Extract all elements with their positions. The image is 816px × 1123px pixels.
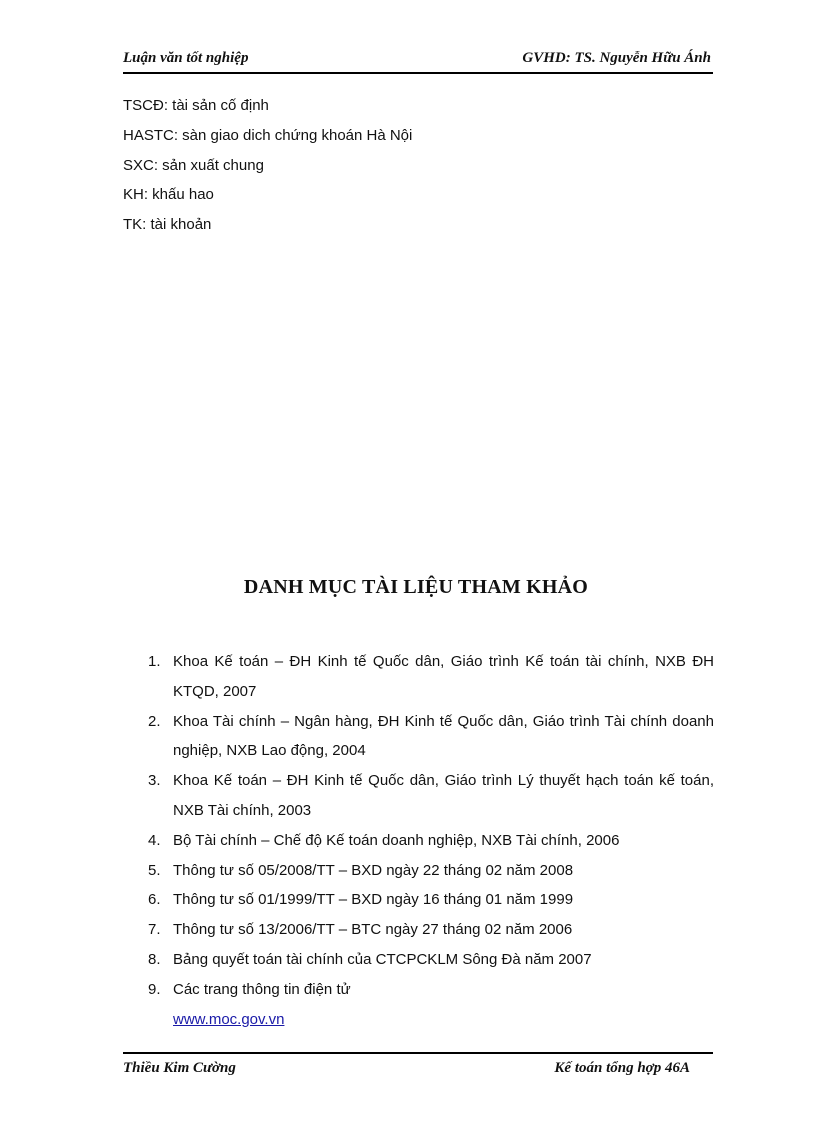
reference-text: Thông tư số 01/1999/TT – BXD ngày 16 tháng 01 năm 1999: [173, 891, 574, 909]
abbreviation-list: [123, 96, 412, 245]
reference-number: 3.: [148, 772, 161, 790]
reference-text: Bộ Tài chính – Chế độ Kế toán doanh nghiệp, NXB Tài chính, 2006: [173, 831, 620, 849]
reference-number: 5.: [148, 861, 161, 879]
reference-number: 6.: [148, 891, 161, 909]
reference-item: [148, 975, 714, 1005]
abbreviation-item: TSCĐ: tài sản cố định: [123, 97, 269, 114]
reference-number: 2.: [148, 712, 161, 730]
header-advisor: GVHD: TS. Nguyễn Hữu Ánh: [522, 50, 711, 66]
reference-number: 9.: [148, 980, 161, 998]
website-link[interactable]: www.moc.gov.vn: [173, 1010, 285, 1028]
page-header: [123, 50, 713, 74]
reference-item: [148, 915, 714, 945]
abbreviation-item: KH: khấu hao: [123, 186, 214, 204]
reference-item: [148, 647, 714, 707]
reference-number: 4.: [148, 831, 161, 849]
reference-number: 1.: [148, 653, 161, 670]
reference-number: 8.: [148, 950, 161, 968]
reference-text: Các trang thông tin điện tử: [173, 980, 351, 998]
reference-item: [148, 766, 714, 826]
footer-class: Kế toán tổng hợp 46A: [554, 1060, 690, 1076]
reference-list: [148, 647, 714, 1034]
reference-text: Thông tư số 13/2006/TT – BTC ngày 27 tháng 02 năm 2006: [173, 921, 573, 939]
reference-item: [148, 856, 714, 886]
reference-item: [148, 945, 714, 975]
reference-text: Thông tư số 05/2008/TT – BXD ngày 22 tháng 02 năm 2008: [173, 861, 574, 879]
header-thesis-label: Luận văn tốt nghiệp: [123, 50, 249, 66]
reference-text: Khoa Tài chính – Ngân hàng, ĐH Kinh tế Quốc dân, Giáo trình Tài chính doanh nghiệp, NXB Lao động, 2004: [173, 712, 714, 760]
reference-text: Bảng quyết toán tài chính của CTCPCKLM Sông Đà năm 2007: [173, 950, 592, 968]
abbreviation-item: SXC: sản xuất chung: [123, 156, 264, 174]
abbreviation-item: TK: tài khoản: [123, 216, 212, 234]
abbreviation-item: HASTC: sàn giao dich chứng khoán Hà Nội: [123, 126, 413, 144]
page-footer: [123, 1052, 713, 1082]
reference-item: [148, 707, 714, 767]
footer-author: Thiều Kim Cường: [123, 1060, 236, 1076]
reference-number: 7.: [148, 921, 161, 939]
reference-item: [148, 826, 714, 856]
reference-item: [148, 885, 714, 915]
references-title: DANH MỤC TÀI LIỆU THAM KHẢO: [243, 576, 589, 598]
reference-text: Khoa Kế toán – ĐH Kinh tế Quốc dân, Giáo trình Lý thuyết hạch toán kế toán, NXB Tài chính, 2003: [173, 772, 714, 819]
reference-text: Khoa Kế toán – ĐH Kinh tế Quốc dân, Giáo trình Kế toán tài chính, NXB ĐH KTQD, 2007: [173, 653, 714, 700]
